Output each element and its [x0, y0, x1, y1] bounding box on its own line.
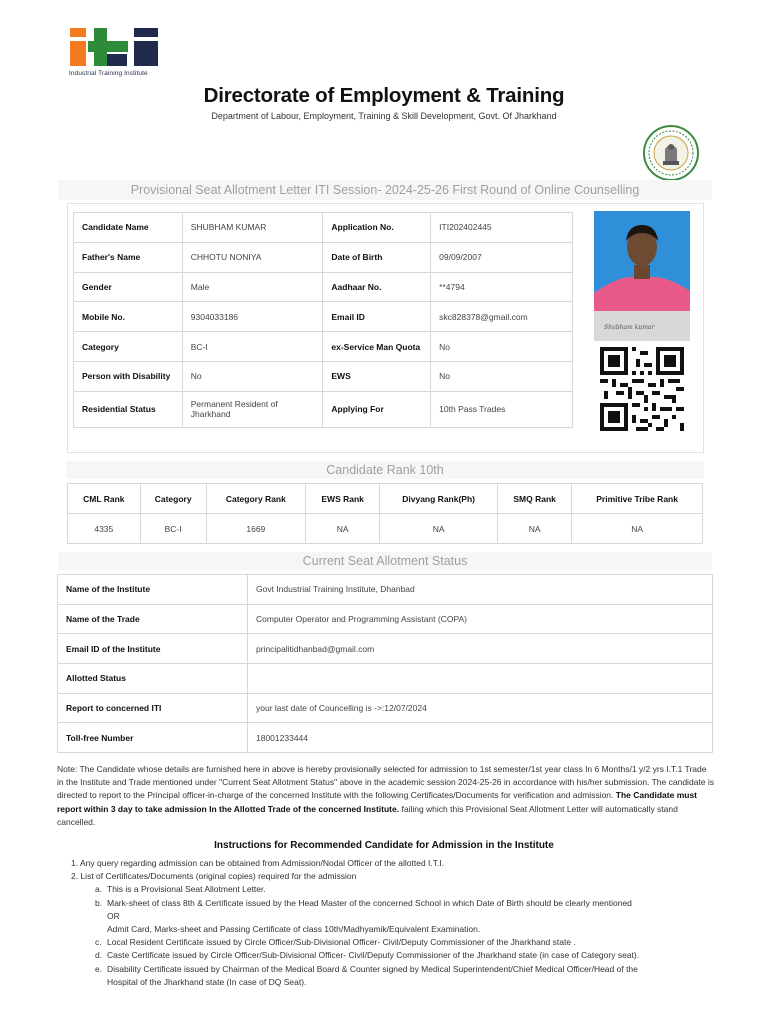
value-toll-free-number: 18001233444 [248, 723, 713, 753]
iti-logo [68, 26, 168, 82]
label-applying-for: Applying For [323, 391, 431, 427]
seat-allotment-table [57, 574, 713, 753]
label-date-of-birth: Date of Birth [323, 242, 431, 272]
label-candidate-name: Candidate Name [74, 213, 183, 243]
table-row [74, 302, 573, 332]
list-item [71, 963, 711, 976]
list-item-text: Caste Certificate issued by Circle Officer/Sub-Divisional Officer- Civil/Deputy Commissioner of the Jharkhand state (in case of Category seat). [107, 950, 640, 961]
label-ex-serviceman-quota: ex-Service Man Quota [323, 332, 431, 362]
column-header: EWS Rank [306, 484, 380, 514]
table-cell: NA [498, 514, 572, 544]
list-marker: a. [95, 884, 103, 895]
table-cell: 1669 [206, 514, 305, 544]
candidate-details-table [73, 212, 573, 428]
admission-note [57, 763, 715, 829]
label-aadhaar-no: Aadhaar No. [323, 272, 431, 302]
value-ews: No [431, 361, 573, 391]
table-row [58, 634, 713, 664]
table-cell: NA [572, 514, 703, 544]
table-row [74, 213, 573, 243]
table-row [58, 575, 713, 605]
value-fathers-name: CHHOTU NONIYA [182, 242, 323, 272]
list-item-text: Disability Certificate issued by Chairman of the Medical Board & Counter signed by Medical Superintendent/Chief Medical Officer/Head of the [107, 963, 638, 974]
rank-heading: Candidate Rank 10th [66, 461, 704, 479]
note-text: Note: The Candidate whose details are furnished here in above is hereby provisionally selected for admission to 1st semester/1st year class In 6 Months/1 y/2 yrs I.T.1 Trade in the Institute and Trade mentioned under "Current Seat Allotment Status" above in the academic session 2024-25-26 in accordance with his/her submission. The candidate is directed to report to the Principal officer-in-charge of the concerned Institute with the following Certificates/Documents for verification and admission. [57, 764, 714, 801]
value-application-no: ITI202402445 [431, 213, 573, 243]
list-item-text: Mark-sheet of class 8th & Certificate issued by the Head Master of the concerned School in which Date of Birth should be clearly mentioned [107, 897, 632, 908]
label-category: Category [74, 332, 183, 362]
allotment-letter-heading: Provisional Seat Allotment Letter ITI Session- 2024-25-26 First Round of Online Counselling [58, 180, 712, 200]
value-category: BC-I [182, 332, 323, 362]
table-row [58, 723, 713, 753]
table-cell: 4335 [68, 514, 141, 544]
table-header-row [68, 484, 703, 514]
table-row [58, 604, 713, 634]
list-item [71, 949, 711, 962]
label-residential-status: Residential Status [74, 391, 183, 427]
value-aadhaar-no: **4794 [431, 272, 573, 302]
value-institute-name: Govt Industrial Training Institute, Dhanbad [248, 575, 713, 605]
table-cell: NA [306, 514, 380, 544]
iti-logo-icon [68, 26, 160, 66]
value-mobile-no: 9304033186 [182, 302, 323, 332]
list-item-text: This is a Provisional Seat Allotment Letter. [107, 884, 266, 895]
column-header: Category [140, 484, 206, 514]
value-applying-for: 10th Pass Trades [431, 391, 573, 427]
note-bold-text: The Candidate must report within 3 day to take admission In the Allotted Trade of the concerned Institute. [57, 790, 698, 814]
list-marker: e. [95, 963, 103, 974]
list-item: 2. List of Certificates/Documents (original copies) required for the admission [71, 871, 357, 882]
value-allotted-status [248, 664, 713, 694]
list-item-or: OR [107, 910, 120, 921]
page-subtitle: Department of Labour, Employment, Training & Skill Development, Govt. Of Jharkhand [211, 111, 557, 121]
rank-table [67, 483, 703, 544]
value-ex-serviceman-quota: No [431, 332, 573, 362]
label-email-id: Email ID [323, 302, 431, 332]
table-cell: BC-I [140, 514, 206, 544]
logo-text: Industrial Training Institute [69, 70, 148, 77]
column-header: Divyang Rank(Ph) [380, 484, 498, 514]
candidate-photo [594, 211, 690, 341]
value-residential-status: Permanent Resident of Jharkhand [182, 391, 323, 427]
instructions-list [71, 857, 711, 989]
label-mobile-no: Mobile No. [74, 302, 183, 332]
value-email-id: skc828378@gmail.com [431, 302, 573, 332]
column-header: CML Rank [68, 484, 141, 514]
seat-status-heading: Current Seat Allotment Status [58, 552, 712, 570]
value-report-to-iti: your last date of Councelling is ->:12/07/2024 [248, 693, 713, 723]
label-ews: EWS [323, 361, 431, 391]
page-title: Directorate of Employment & Training [203, 84, 565, 107]
table-row [68, 514, 703, 544]
table-row [58, 693, 713, 723]
value-gender: Male [182, 272, 323, 302]
note-text-end: failing which this Provisional Seat Allotment Letter will automatically stand cancelled. [57, 803, 678, 827]
label-fathers-name: Father's Name [74, 242, 183, 272]
list-marker: c. [95, 937, 102, 948]
table-row [58, 664, 713, 694]
qr-code [600, 347, 684, 431]
label-institute-email: Email ID of the Institute [58, 634, 248, 664]
list-marker: d. [95, 950, 103, 961]
candidate-signature: Shubham kumar [604, 324, 655, 331]
list-item [71, 897, 711, 910]
table-cell: NA [380, 514, 498, 544]
list-marker: b. [95, 897, 103, 908]
column-header: Category Rank [206, 484, 305, 514]
jharkhand-emblem-icon [643, 125, 699, 181]
list-item [71, 883, 711, 896]
table-row [74, 242, 573, 272]
value-person-with-disability: No [182, 361, 323, 391]
label-gender: Gender [74, 272, 183, 302]
column-header: SMQ Rank [498, 484, 572, 514]
column-header: Primitive Tribe Rank [572, 484, 703, 514]
value-trade-name: Computer Operator and Programming Assistant (COPA) [248, 604, 713, 634]
label-trade-name: Name of the Trade [58, 604, 248, 634]
table-row [74, 361, 573, 391]
instructions-title: Instructions for Recommended Candidate for Admission in the Institute [214, 840, 554, 851]
list-item-text: Local Resident Certificate issued by Circle Officer/Sub-Divisional Officer- Civil/Deputy Commissioner of the Jharkhand state . [107, 937, 576, 948]
label-institute-name: Name of the Institute [58, 575, 248, 605]
table-row [74, 332, 573, 362]
value-date-of-birth: 09/09/2007 [431, 242, 573, 272]
value-candidate-name: SHUBHAM KUMAR [182, 213, 323, 243]
label-allotted-status: Allotted Status [58, 664, 248, 694]
list-item-text: Admit Card, Marks-sheet and Passing Certificate of class 10th/Madhyamik/Equivalent Examination. [107, 924, 481, 935]
label-toll-free-number: Toll-free Number [58, 723, 248, 753]
label-report-to-iti: Report to concerned ITI [58, 693, 248, 723]
list-item-text: Hospital of the Jharkhand state (In case of DQ Seat). [107, 976, 307, 987]
list-item [71, 936, 711, 949]
label-application-no: Application No. [323, 213, 431, 243]
table-row [74, 391, 573, 427]
value-institute-email: principalitidhanbad@gmail.com [248, 634, 713, 664]
list-item: 1. Any query regarding admission can be obtained from Admission/Nodal Officer of the allotted I.T.I. [71, 858, 445, 868]
table-row [74, 272, 573, 302]
label-person-with-disability: Person with Disability [74, 361, 183, 391]
